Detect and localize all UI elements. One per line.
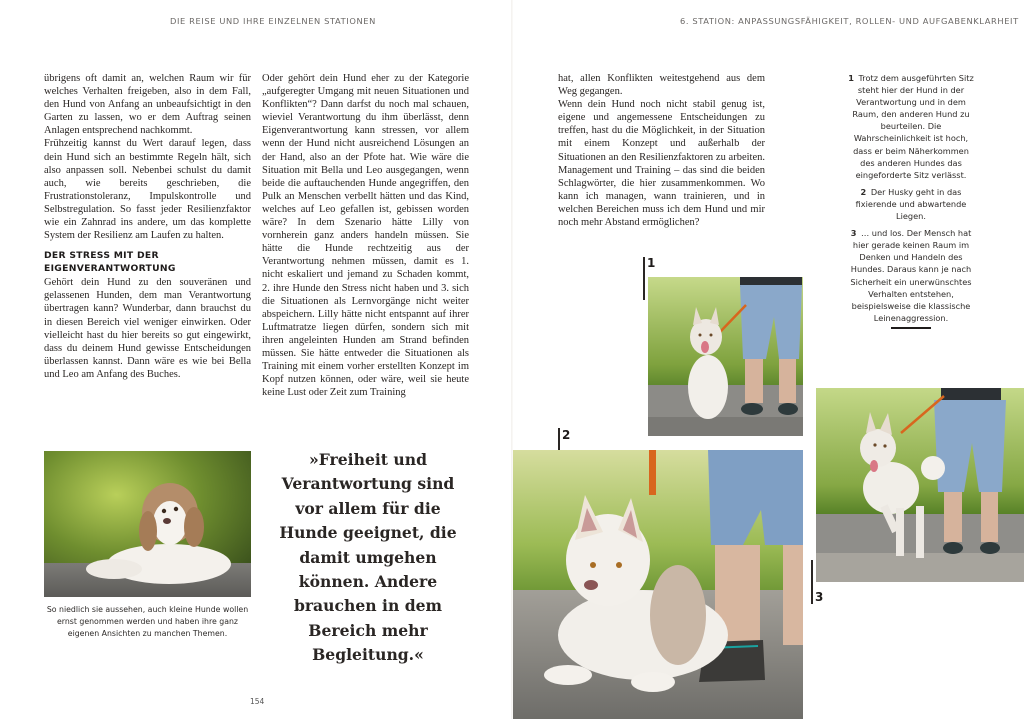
marker-bar — [643, 257, 645, 300]
side-caption-1 — [845, 72, 977, 181]
page-number: 154 — [250, 697, 265, 706]
photo-caption-small-dog: So niedlich sie aussehen, auch kleine Hunde wollen ernst genommen werden und haben ihre ganz eigenen Ansichten zu manchen Themen. — [46, 605, 249, 638]
paragraph: Gehört dein Hund zu den souveränen und gelassenen Hunden, dem man Verantwortung übertragen kann? Wunderbar, dann brauchst du in diesen Bereich viel weniger einwirken. Oder vielleicht hast du hier bereits so gut eingewirkt, dass du deinem Hund gewisse Entscheidungen überlassen kannst. Dann wäre es wie bei Bella und Leo am Anfang des Buches. — [44, 277, 251, 380]
left-column-1 — [44, 72, 251, 381]
pull-quote: »Freiheit und Verantwortung sind vor allem für die Hunde geeignet, die damit umgehen können. Andere brauchen in dem Bereich mehr Begleitung.« — [279, 450, 457, 665]
husky-sitting-image — [648, 277, 803, 436]
paragraph: Frühzeitig kannst du Wert darauf legen, dass dein Hund sich an bestimmte Regeln hält, sich also anpassen soll. Nebenbei schulst du damit auch, wie bereits geschrieben, die Frustrationstoleranz, Impulskontrolle und Selbstregulation. So fasst jeder Resilienzfaktor wie ein Zahnrad ins andere, um das komplette System der Resilienz am Laufen zu halten. — [44, 138, 251, 242]
small-dog-image — [44, 451, 251, 597]
side-captions — [845, 72, 977, 329]
end-rule — [891, 327, 931, 329]
marker-label: 3 — [815, 590, 824, 604]
husky-lunging-image — [816, 388, 1024, 582]
side-caption-2 — [845, 186, 977, 222]
photo-husky-lunging — [816, 388, 1024, 582]
caption-text: Der Husky geht in das fixierende und abwartende Liegen. — [855, 186, 967, 222]
caption-number: 3 — [850, 228, 857, 239]
caption-text: Trotz dem ausgeführten Sitz steht hier der Hund in der Verantwortung und in dem Raum, den anderen Hund zu beurteilen. Die Wahrscheinlichkeit ist hoch, dass er beim Näherkommen des anderen Hundes das eingeforderte Sitz verlässt. — [852, 73, 974, 180]
photo-husky-sitting — [648, 277, 803, 436]
caption-text: … und los. Der Mensch hat hier gerade keinen Raum im Denken und Handeln des Hundes. Daraus kann je nach Sicherheit ein unerwünschtes Verhalten entstehen, beispielsweise die klassische Leinenaggression. — [850, 228, 972, 323]
marker-label: 2 — [562, 428, 571, 442]
running-head-left: DIE REISE UND IHRE EINZELNEN STATIONEN — [170, 16, 376, 26]
paragraph: Oder gehört dein Hund eher zu der Kategorie „aufgeregter Umgang mit neuen Situationen und Konflikten“? Dann darfst du noch mal schauen, wieviel Verantwortung du ihm überlässt, denn Eigenverantwortung kann stressen, vor allem wenn der Hund nicht ausreichend Lösungen an der Hand, also an der Pfote hat. Wie wäre die Situation mit Bella und Leo ausgegangen, wenn beide die auftauchenden Hunde angegriffen, den Pulk an Menschen verbellt hätten und das Kind, welches auf Leo gefallen ist, gebissen worden wäre? In dem Szenario hätte Lilly von vornherein ganz anders handeln müssen. Sie hätte die Hunde rechtzeitig aus der Verantwortung nehmen müssen, damit es 1. nicht eskaliert und jemand zu Schaden kommt, 2. ihre Hunde den Stress nicht haben und 3. sich die Situationen als Lernvorgänge nicht weiter abspeichern. Lilly hätte nicht entspannt auf ihrer Luftmatratze liegen dürfen, sondern sich mit ihren angeleinten Hunden am Strand befinden müssen. Sie hätte entweder die Situationen als Training mit einem vorher erstellten Konzept im Kopf nutzen können, oder wäre, weil sie heute keine Lust oder Zeit zum Training — [262, 73, 469, 399]
paragraph: Wenn dein Hund noch nicht stabil genug ist, eigene und angemessene Entscheidungen zu treffen, hast du die Möglichkeit, in der Situation mit einem Konzept und außerhalb der Situationen an den Resilienzfaktoren zu arbeiten. Management und Training – das sind die beiden Schlagwörter, die hier zusammenkommen. Wo kann ich managen, wann trainieren, und in welchen Bereichen muss ich dem Hund und mir noch mehr Abstand ermöglichen? — [558, 99, 765, 229]
side-caption-3 — [845, 227, 977, 324]
caption-number: 2 — [860, 186, 867, 197]
running-head-right: 6. STATION: ANPASSUNGSFÄHIGKEIT, ROLLEN- UND AUFGABENKLARHEIT — [680, 16, 1019, 26]
marker-bar — [811, 560, 813, 604]
paragraph: hat, allen Konflikten weitestgehend aus dem Weg gegangen. — [558, 73, 765, 98]
photo-husky-lying — [513, 450, 803, 719]
caption-number: 1 — [848, 73, 854, 83]
paragraph: übrigens oft damit an, welchen Raum wir für welches Verhalten freigeben, also in dem Fall, den Hund von Anfang an unbeaufsichtigt in den Garten zu lassen, wo er dem Auftrag seinen Anlagen entsprechend nachkommt. — [44, 73, 251, 137]
husky-lying-image — [513, 450, 803, 719]
photo-small-dog — [44, 451, 251, 597]
marker-label: 1 — [647, 256, 656, 270]
left-column-2 — [262, 72, 469, 399]
section-heading: DER STRESS MIT DER EIGENVERANTWORTUNG — [44, 250, 176, 275]
right-column-1 — [558, 72, 765, 229]
